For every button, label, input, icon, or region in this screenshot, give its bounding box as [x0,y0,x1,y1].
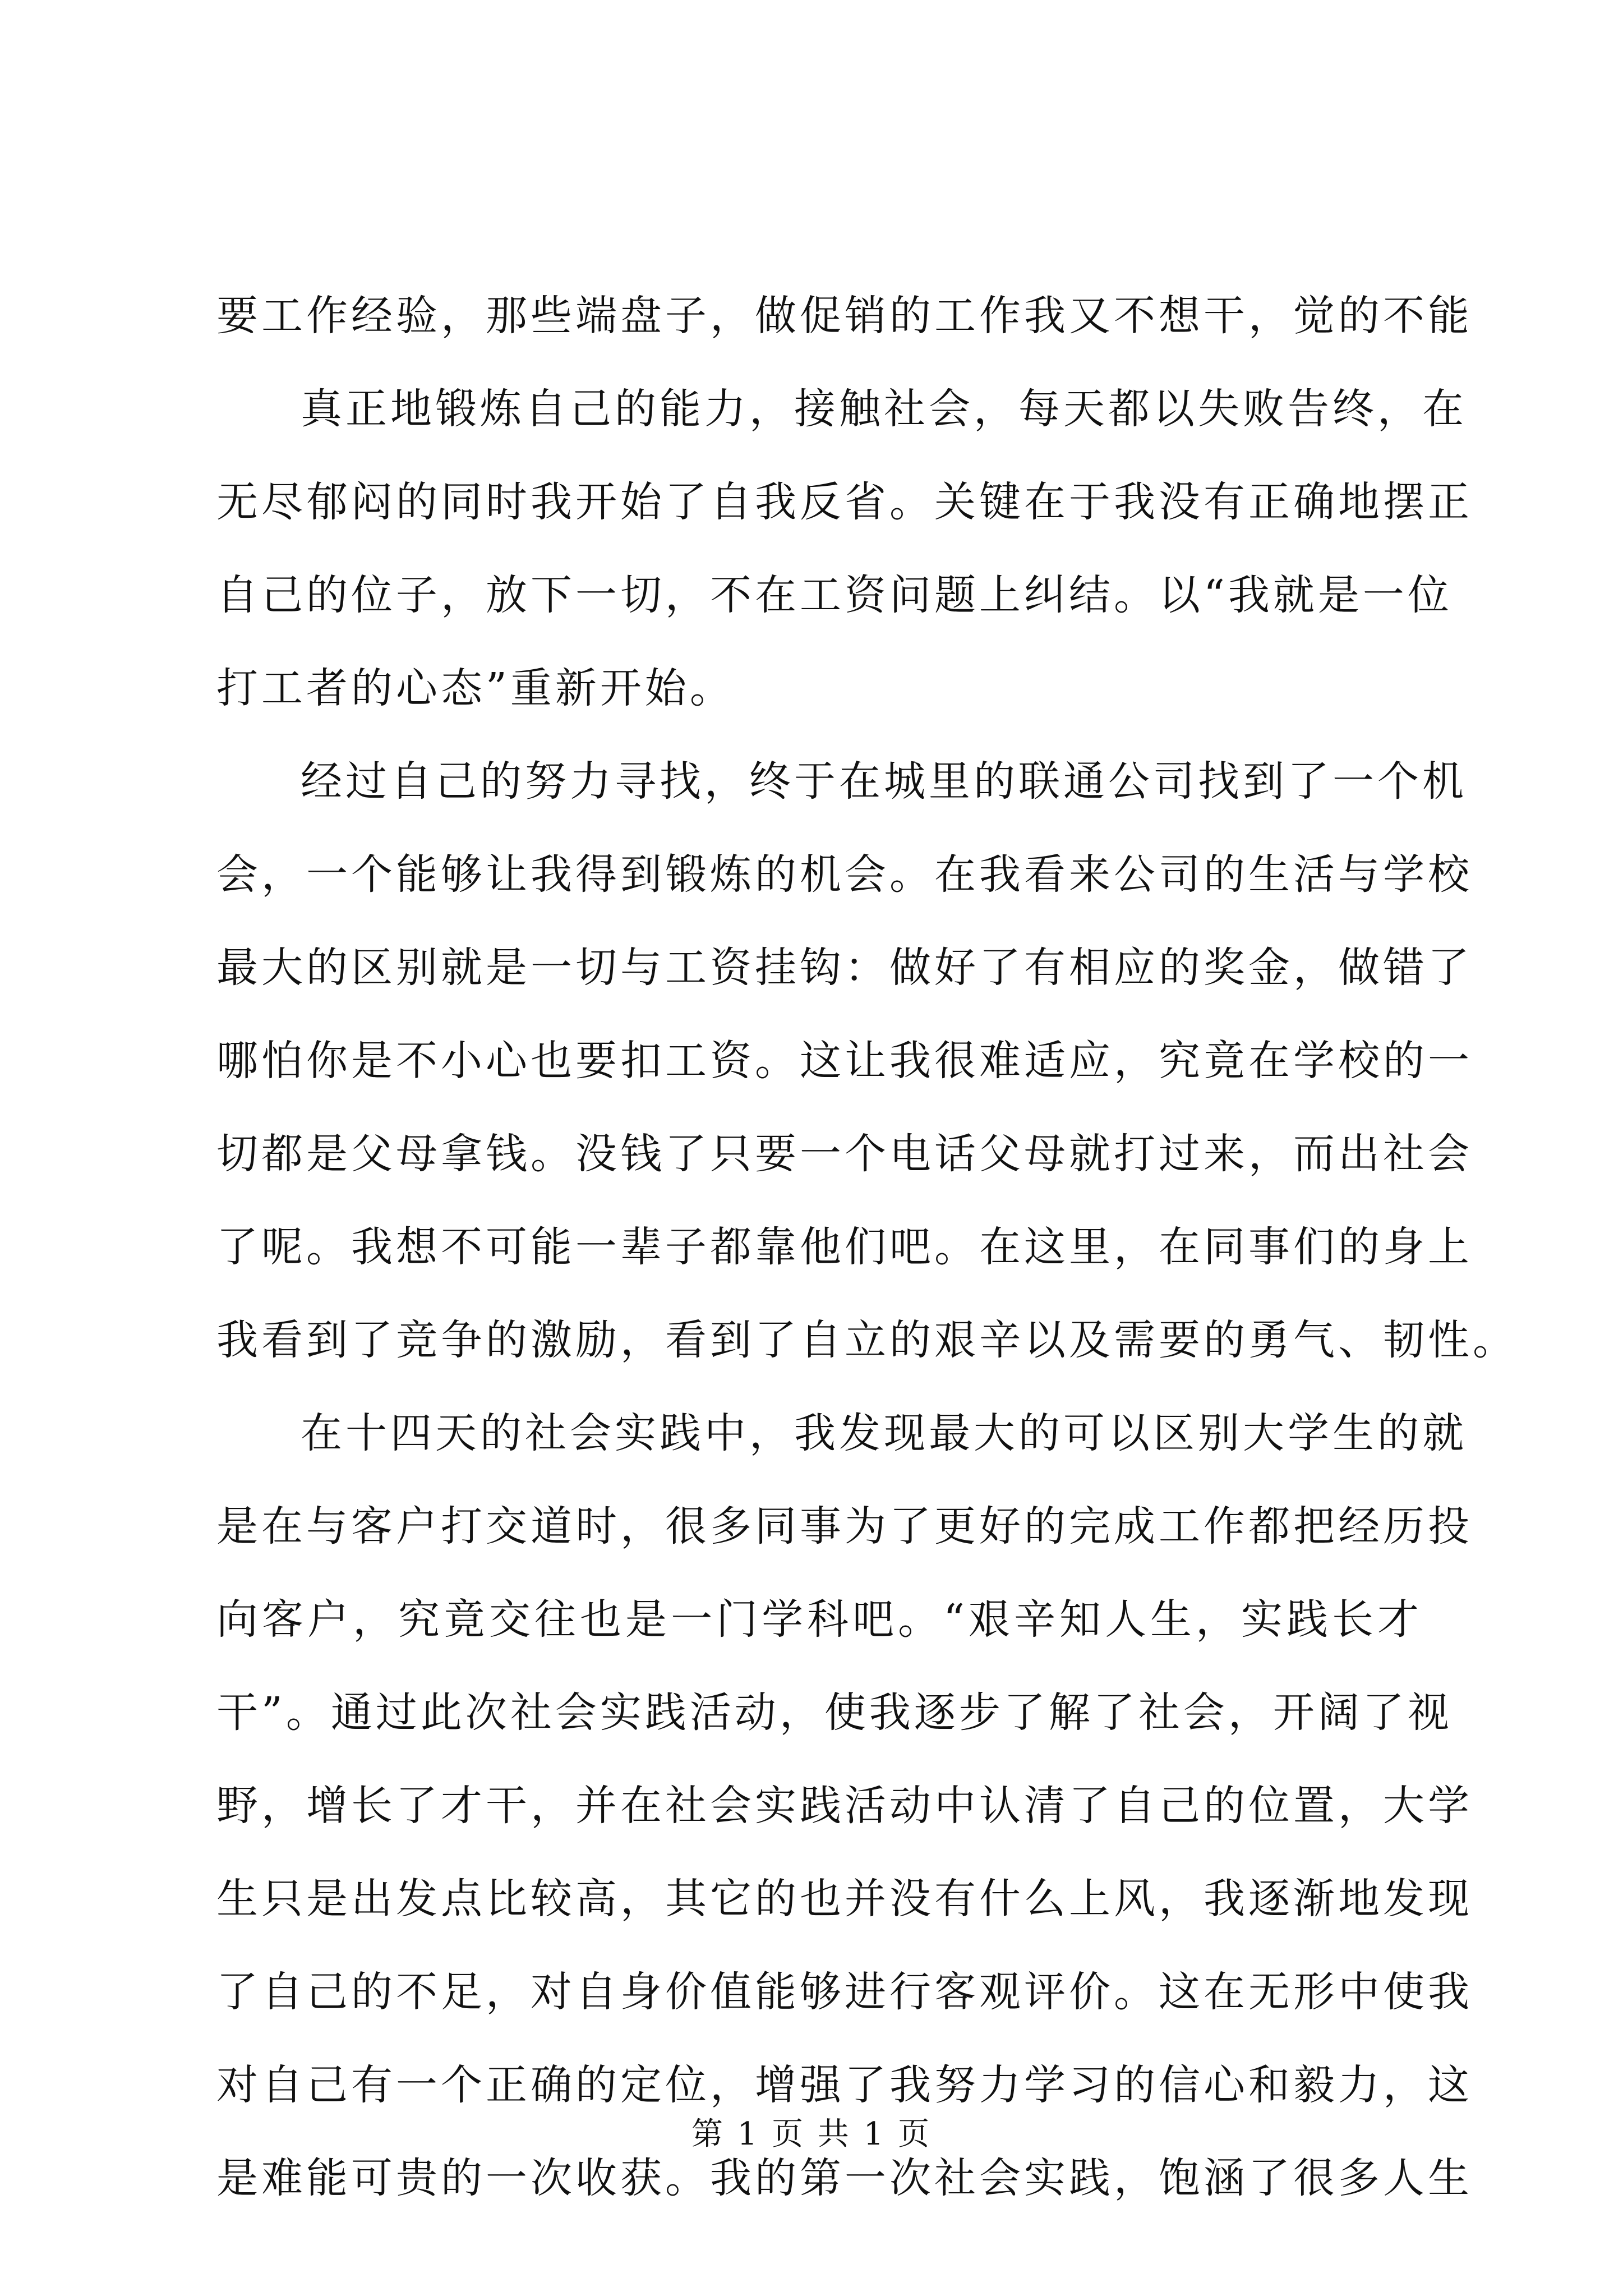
text-line: 生只是出发点比较高，其它的也并没有什么上风，我逐渐地发现 [216,1875,1473,1923]
text-line: 对自己有一个正确的定位，增强了我努力学习的信心和毅力，这 [216,2061,1473,2109]
text-line: 无尽郁闷的同时我开始了自我反省。关键在于我没有正确地摆正 [216,478,1473,526]
text-line: 在十四天的社会实践中，我发现最大的可以区别大学生的就 [301,1409,1467,1457]
text-line: 向客户，究竟交往也是一门学科吧。“艰辛知人生，实践长才 [216,1595,1422,1644]
text-line: 最大的区别就是一切与工资挂钩：做好了有相应的奖金，做错了 [216,944,1473,992]
text-line: 干”。通过此次社会实践活动，使我逐步了解了社会，开阔了视 [216,1688,1453,1737]
text-line: 真正地锻炼自己的能力，接触社会，每天都以失败告终，在 [301,385,1467,433]
text-line: 是难能可贵的一次收获。我的第一次社会实践，饱涵了很多人生 [216,2154,1473,2202]
text-line: 要工作经验，那些端盘子，做促销的工作我又不想干，觉的不能 [216,292,1473,340]
text-line: 了呢。我想不可能一辈子都靠他们吧。在这里，在同事们的身上 [216,1223,1473,1271]
text-line: 会，一个能够让我得到锻炼的机会。在我看来公司的生活与学校 [216,850,1473,899]
text-line: 野，增长了才干，并在社会实践活动中认清了自己的位置，大学 [216,1782,1473,1830]
text-line: 自己的位子，放下一切，不在工资问题上纠结。以“我就是一位 [216,571,1453,619]
text-line: 打工者的心态”重新开始。 [216,664,735,712]
text-line: 了自己的不足，对自身价值能够进行客观评价。这在无形中使我 [216,1968,1473,2016]
text-line: 是在与客户打交道时，很多同事为了更好的完成工作都把经历投 [216,1502,1473,1550]
page-footer: 第 1 页 共 1 页 [691,2116,932,2152]
body-text [216,269,1518,2225]
text-line: 经过自己的努力寻找，终于在城里的联通公司找到了一个机 [301,757,1467,806]
text-line: 我看到了竞争的激励，看到了自立的艰辛以及需要的勇气、韧性。 [216,1316,1518,1364]
text-line: 切都是父母拿钱。没钱了只要一个电话父母就打过来，而出社会 [216,1130,1473,1178]
text-line: 哪怕你是不小心也要扣工资。这让我很难适应，究竟在学校的一 [216,1037,1473,1085]
